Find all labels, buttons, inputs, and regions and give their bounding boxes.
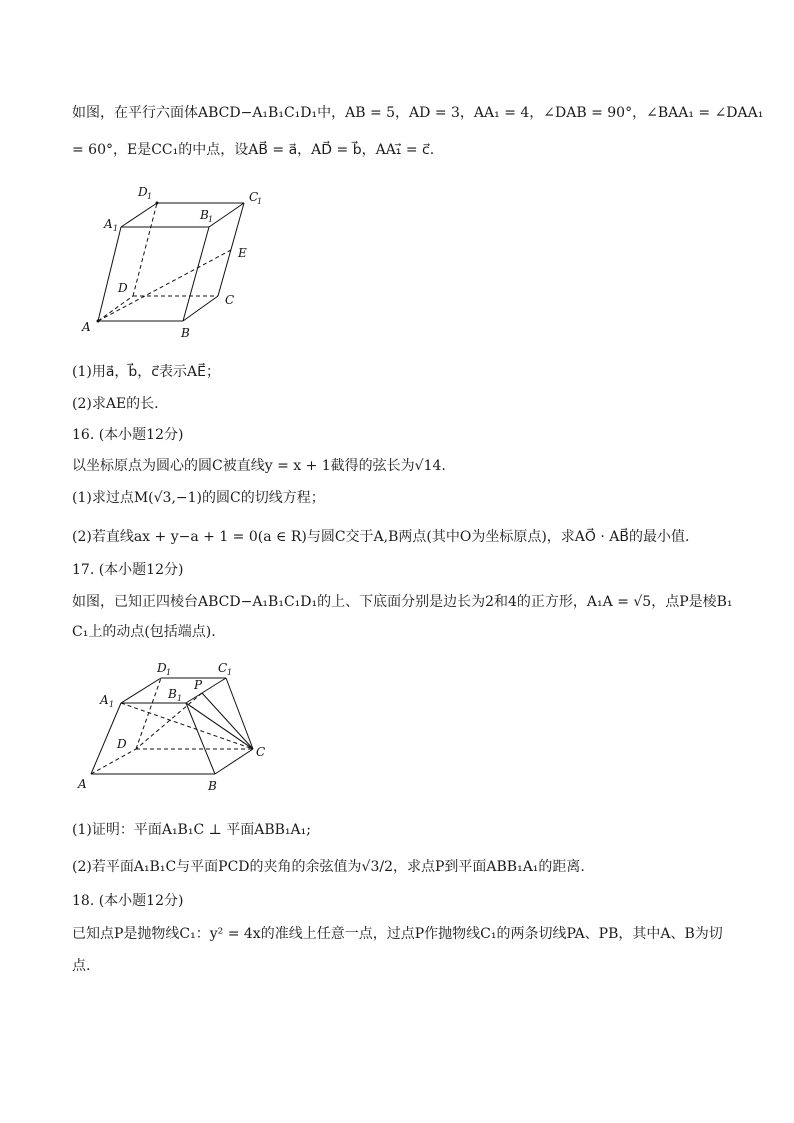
label-A: A — [82, 320, 91, 334]
edge-B1C1 — [186, 678, 226, 703]
label-B1-sub: 1 — [208, 215, 214, 224]
edge-A1D1 — [121, 203, 157, 227]
problem-15-stem-line-1: 如图，在平行六面体ABCD−A₁B₁C₁D₁中，AB = 5，AD = 3，AA₁ = 4，∠DAB = 90°，∠BAA₁ = ∠DAA₁ — [72, 105, 764, 121]
problem-16-stem: 以坐标原点为圆心的圆C被直线y = x + 1截得的弦长为√14. — [72, 458, 446, 474]
segment-B1C-2 — [186, 703, 253, 749]
label-P: P — [194, 678, 203, 692]
label-D1: D — [138, 185, 148, 199]
label-A: A — [78, 777, 87, 791]
label-A1: A — [104, 217, 113, 231]
edge-CC1 — [226, 678, 253, 749]
problem-15-stem-line-2: = 60°，E是CC₁的中点，设AB⃗ = a⃗，AD⃗ = b⃗，AA₁⃗ = c⃗. — [72, 142, 435, 158]
edge-BB1 — [186, 703, 215, 774]
problem-16-question-2: (2)若直线ax + y−a + 1 = 0(a ∈ R)与圆C交于A,B两点(其中O为坐标原点)，求AO⃗ · AB⃗的最小值. — [72, 529, 690, 545]
label-D1-sub: 1 — [147, 192, 153, 201]
edge-BC — [183, 296, 218, 321]
problem-15-question-2: (2)求AE的长. — [72, 396, 159, 412]
frustum-figure — [76, 656, 276, 796]
problem-18-stem-line-1: 已知点P是抛物线C₁：y² = 4x的准线上任意一点，过点P作抛物线C₁的两条切线PA、PB，其中A、B为切 — [72, 926, 723, 942]
label-B1: B — [168, 687, 177, 701]
label-A1: A — [100, 693, 109, 707]
point-D1 — [156, 202, 159, 205]
problem-17-question-2: (2)若平面A₁B₁C与平面PCD的夹角的余弦值为√3/2，求点P到平面ABB₁A₁的距离. — [72, 859, 585, 875]
label-C1-sub: 1 — [227, 668, 233, 677]
label-C: C — [256, 745, 266, 759]
label-B: B — [181, 326, 190, 340]
label-B1: B — [200, 208, 209, 222]
edge-AD — [91, 749, 136, 774]
label-C1: C — [249, 190, 259, 204]
label-C1-sub: 1 — [257, 197, 263, 206]
problem-16-question-1: (1)求过点M(√3,−1)的圆C的切线方程； — [72, 490, 325, 506]
label-A1-sub: 1 — [113, 224, 119, 233]
label-B1-sub: 1 — [177, 694, 183, 703]
problem-17-header: 17. (本小题12分) — [72, 562, 184, 578]
problem-17-stem-line-2: C₁上的动点(包括端点). — [72, 624, 216, 640]
problem-17-question-1: (1)证明：平面A₁B₁C ⊥ 平面ABB₁A₁; — [72, 822, 311, 838]
parallelepiped-figure — [78, 180, 278, 345]
label-D1-sub: 1 — [166, 668, 172, 677]
problem-17-stem-line-1: 如图，已知正四棱台ABCD−A₁B₁C₁D₁的上、下底面分别是边长为2和4的正方形，A₁A = √5，点P是棱B₁ — [72, 594, 733, 610]
edge-BC — [215, 749, 253, 774]
label-A1-sub: 1 — [109, 700, 115, 709]
problem-16-header: 16. (本小题12分) — [72, 427, 184, 443]
label-D1: D — [157, 661, 167, 675]
label-D: D — [117, 737, 127, 751]
segment-A1C — [121, 703, 253, 749]
label-E: E — [238, 246, 247, 260]
label-C: C — [225, 293, 235, 307]
label-C1: C — [218, 661, 228, 675]
problem-15-question-1: (1)用a⃗，b⃗，c⃗表示AE⃗； — [72, 364, 220, 380]
edge-A1D1 — [121, 678, 161, 703]
label-B: B — [208, 779, 217, 793]
problem-18-header: 18. (本小题12分) — [72, 893, 184, 909]
point-A — [97, 320, 100, 323]
label-D: D — [118, 281, 128, 295]
problem-18-stem-line-2: 点. — [72, 958, 91, 974]
